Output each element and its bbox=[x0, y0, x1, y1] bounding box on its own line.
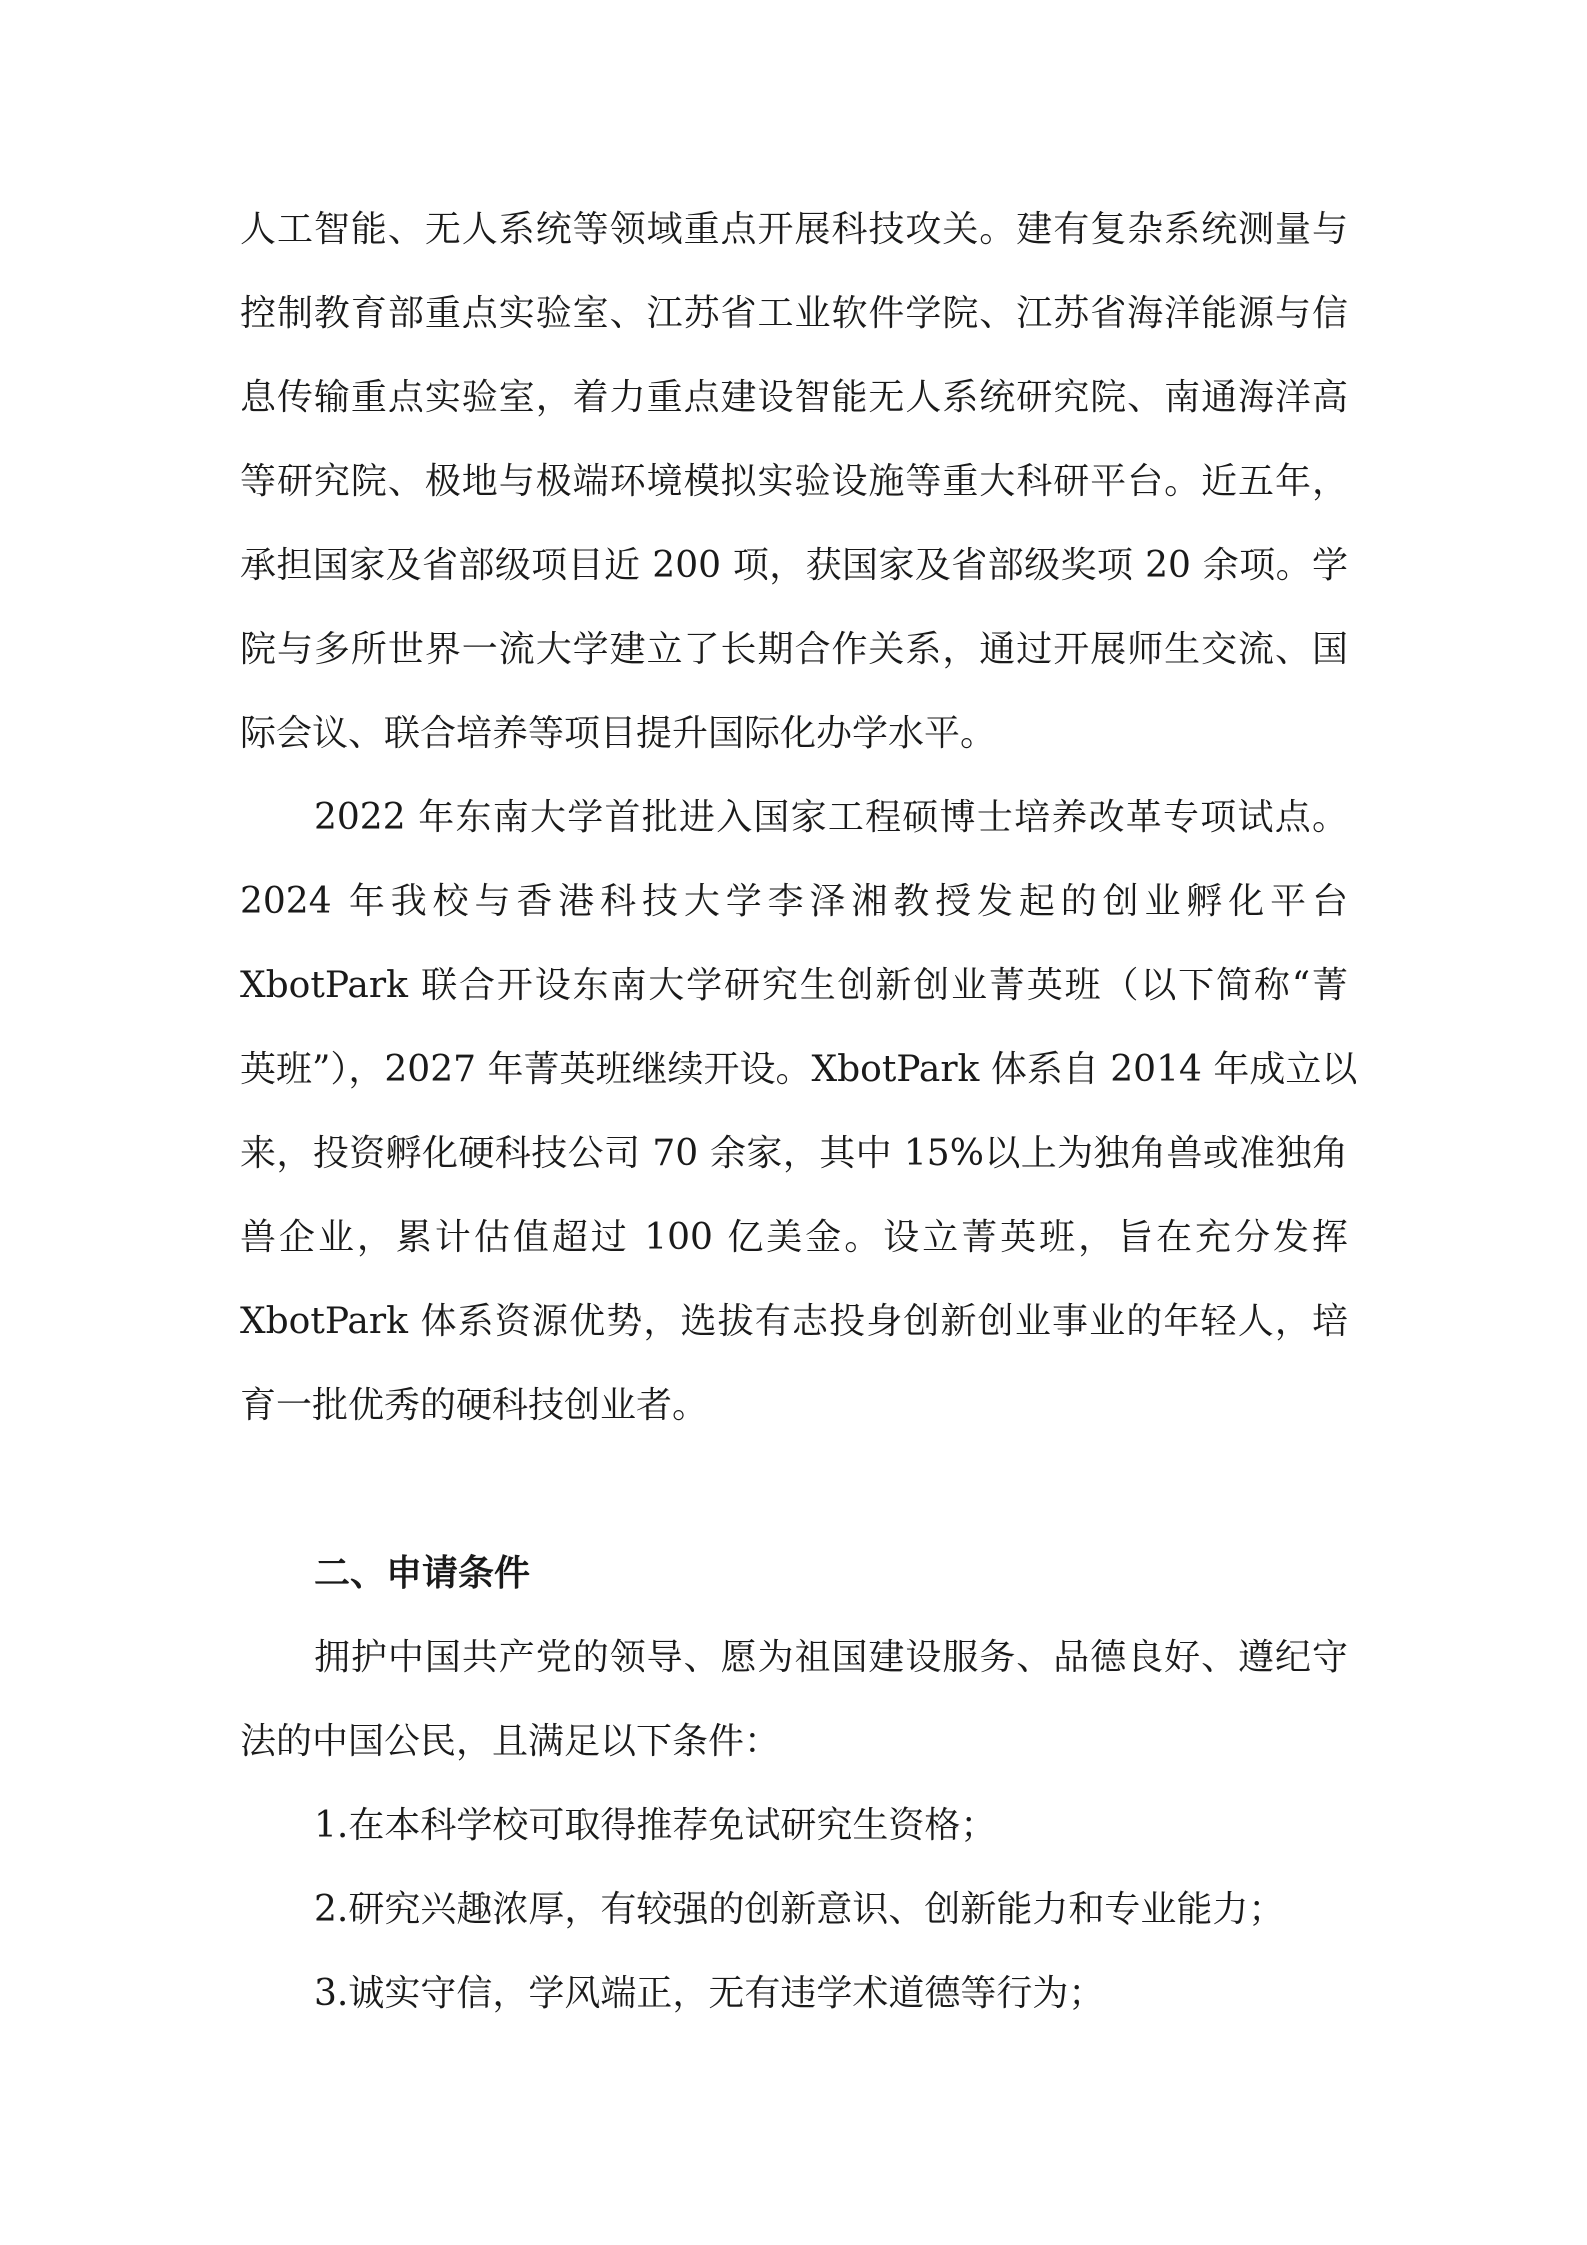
paragraph-2-line-8: 育一批优秀的硬科技创业者。 bbox=[240, 1385, 709, 1426]
paragraph-1-line-5: 承担国家及省部级项目近 200 项，获国家及省部级奖项 20 余项。学 bbox=[240, 545, 1348, 586]
paragraph-1-line-6: 院与多所世界一流大学建立了长期合作关系，通过开展师生交流、国 bbox=[240, 629, 1348, 670]
condition-item-1: 1.在本科学校可取得推荐免试研究生资格； bbox=[314, 1805, 997, 1846]
paragraph-2-line-6: 兽企业，累计估值超过 100 亿美金。设立菁英班，旨在充分发挥 bbox=[240, 1217, 1348, 1258]
paragraph-2-line-2: 2024 年我校与香港科技大学李泽湘教授发起的创业孵化平台 bbox=[240, 881, 1348, 922]
paragraph-1-line-4: 等研究院、极地与极端环境模拟实验设施等重大科研平台。近五年， bbox=[240, 461, 1348, 502]
paragraph-3-line-2: 法的中国公民，且满足以下条件： bbox=[240, 1721, 781, 1762]
paragraph-1-line-3: 息传输重点实验室，着力重点建设智能无人系统研究院、南通海洋高 bbox=[240, 377, 1348, 418]
paragraph-2-line-3: XbotPark 联合开设东南大学研究生创新创业菁英班（以下简称“菁 bbox=[240, 965, 1348, 1006]
section-heading: 二、申请条件 bbox=[314, 1553, 531, 1594]
paragraph-3-line-1: 拥护中国共产党的领导、愿为祖国建设服务、品德良好、遵纪守 bbox=[314, 1637, 1348, 1678]
paragraph-1-line-2: 控制教育部重点实验室、江苏省工业软件学院、江苏省海洋能源与信 bbox=[240, 293, 1348, 334]
paragraph-2-line-4: 英班”），2027 年菁英班继续开设。XbotPark 体系自 2014 年成立以 bbox=[240, 1049, 1358, 1090]
condition-item-3: 3.诚实守信，学风端正，无有违学术道德等行为； bbox=[314, 1973, 1105, 2014]
paragraph-2-line-1: 2022 年东南大学首批进入国家工程硕博士培养改革专项试点。 bbox=[314, 797, 1348, 838]
paragraph-1-line-7: 际会议、联合培养等项目提升国际化办学水平。 bbox=[240, 713, 997, 754]
paragraph-2-line-5: 来，投资孵化硬科技公司 70 余家，其中 15%以上为独角兽或准独角 bbox=[240, 1133, 1348, 1174]
paragraph-2-line-7: XbotPark 体系资源优势，选拔有志投身创新创业事业的年轻人，培 bbox=[240, 1301, 1348, 1342]
paragraph-1-line-1: 人工智能、无人系统等领域重点开展科技攻关。建有复杂系统测量与 bbox=[240, 209, 1348, 250]
condition-item-2: 2.研究兴趣浓厚，有较强的创新意识、创新能力和专业能力； bbox=[314, 1889, 1285, 1930]
